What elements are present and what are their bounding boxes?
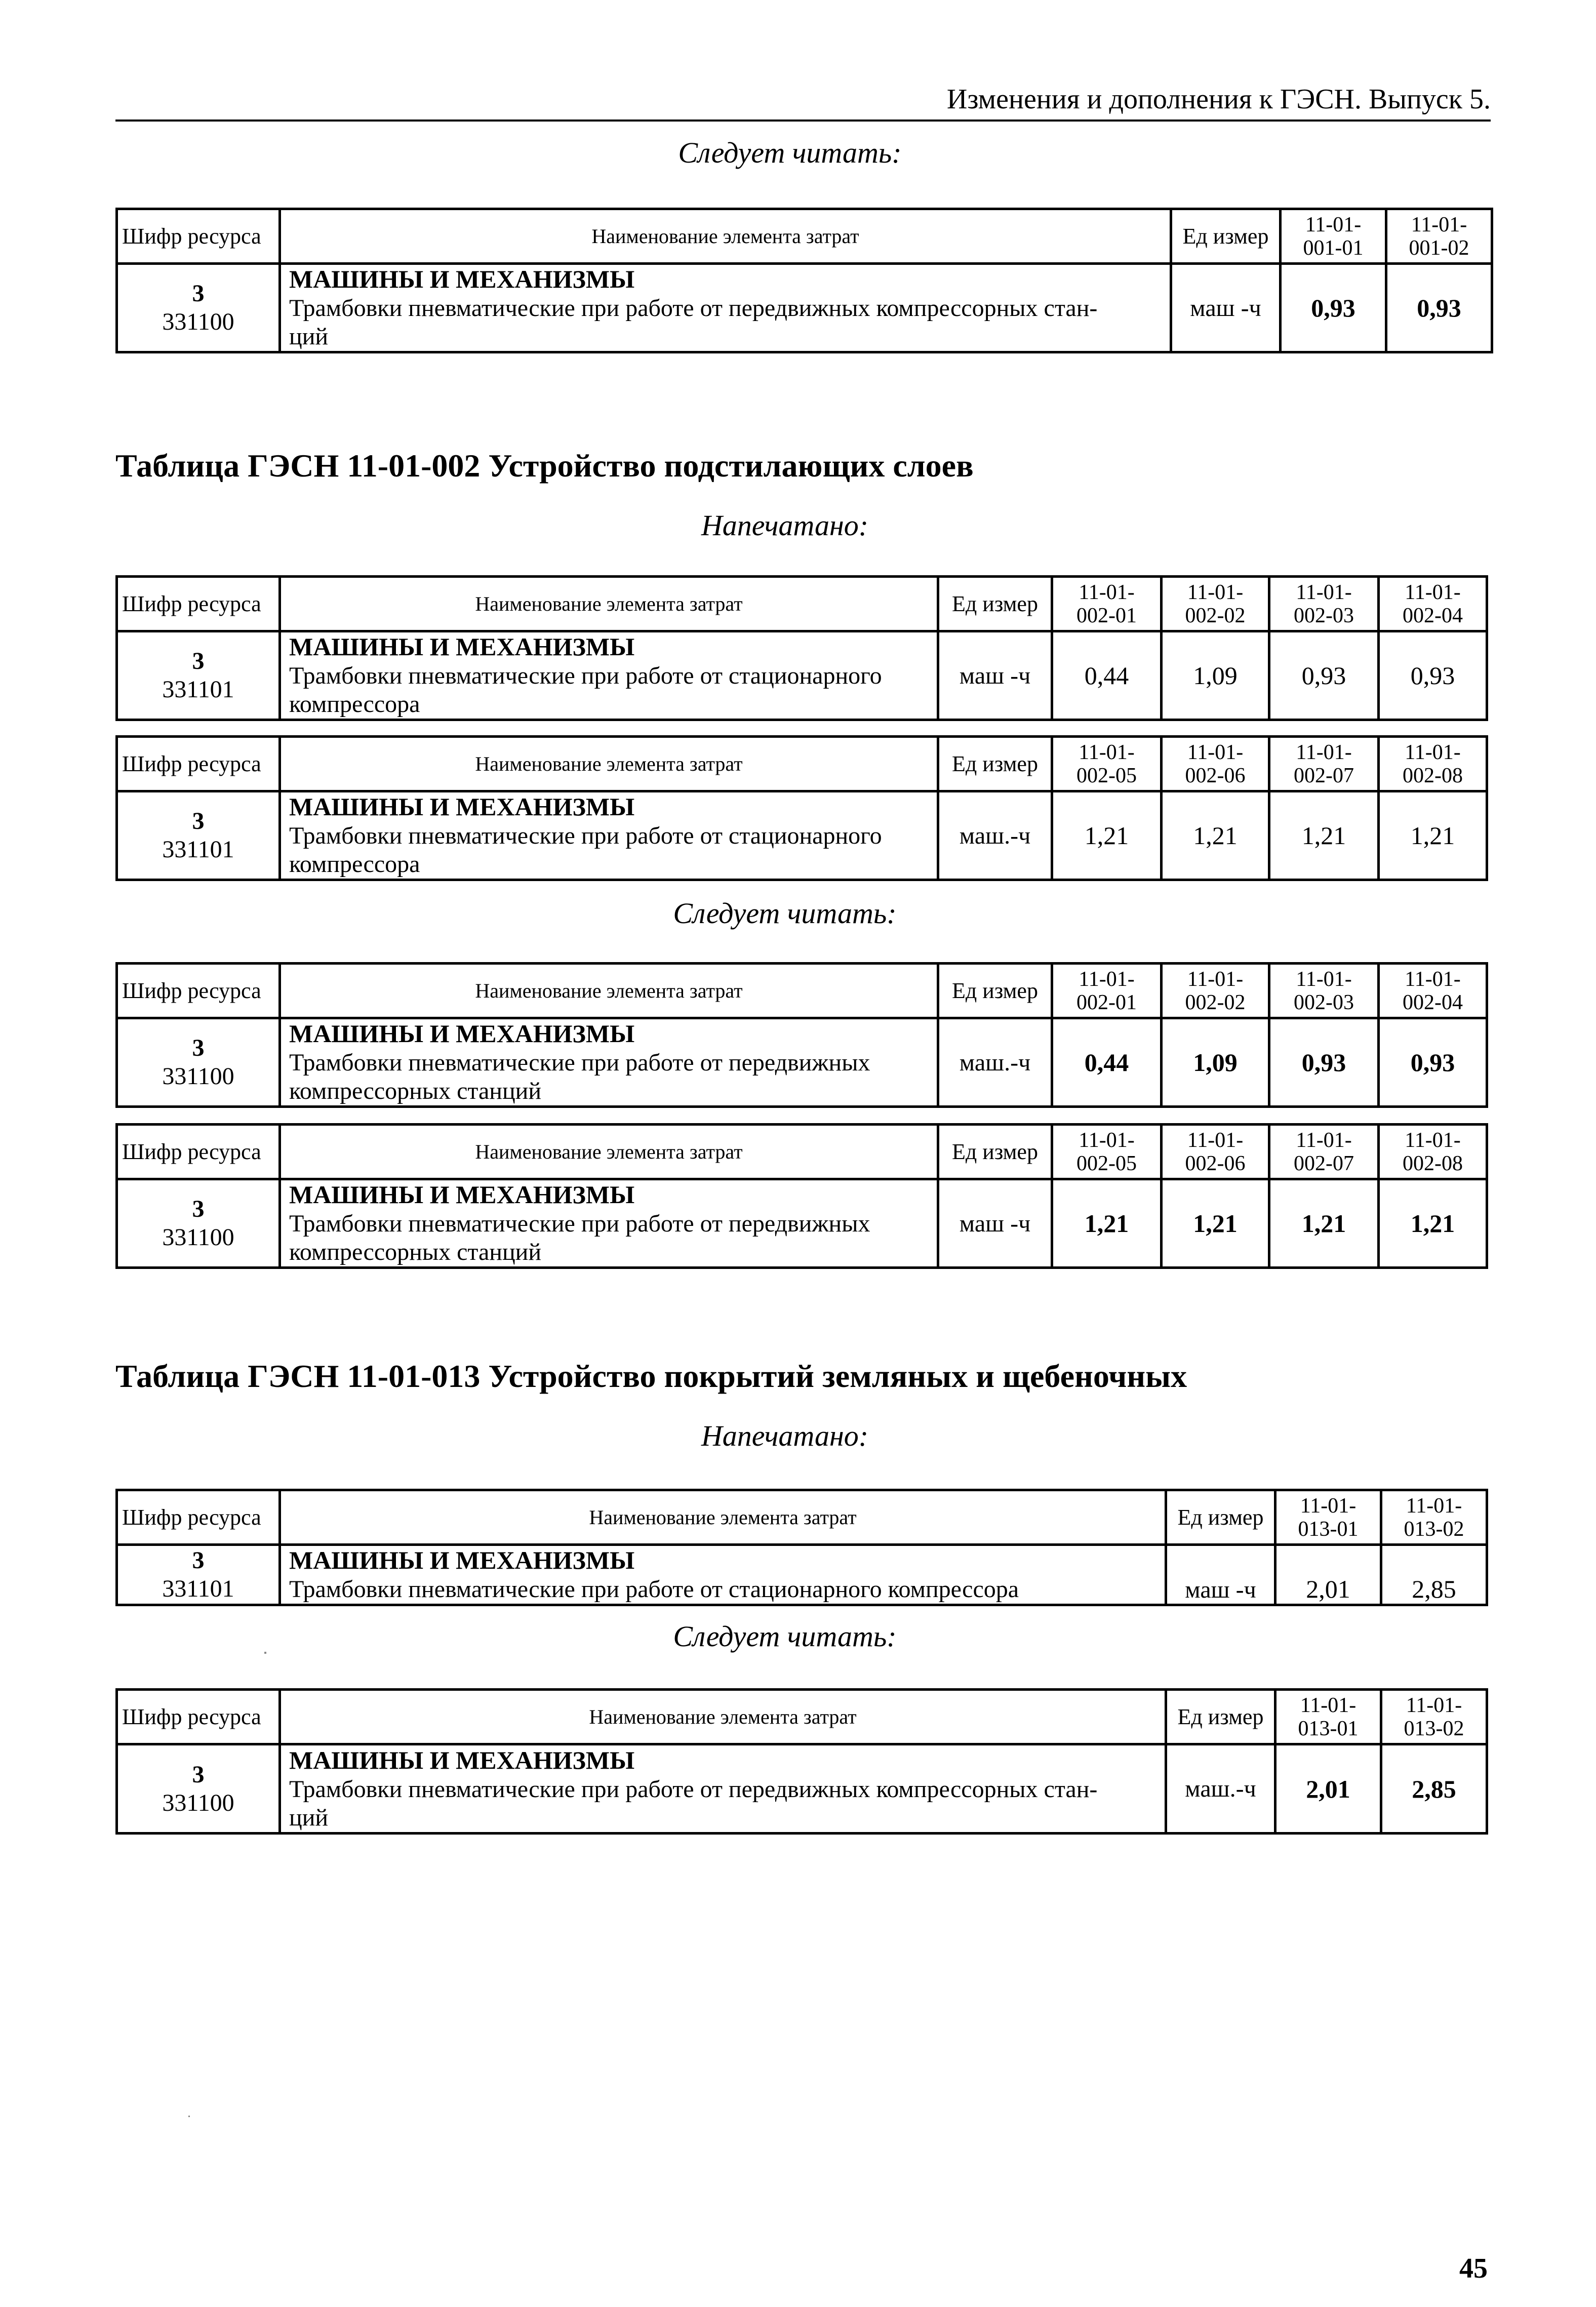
col-header-code: Шифр ресурса — [117, 1125, 280, 1179]
table-row — [117, 1545, 1487, 1605]
col-header-unit: Ед измер — [938, 964, 1052, 1018]
table-row — [117, 264, 1492, 352]
resource-code: 3 331101 — [117, 631, 280, 720]
col-header-norm: 11-01- 002-07 — [1269, 1125, 1379, 1179]
table-11-01-001-corrected — [115, 208, 1493, 353]
col-header-norm: 11-01- 013-01 — [1275, 1690, 1381, 1744]
col-header-code: Шифр ресурса — [117, 1490, 280, 1545]
norm-value: 1,09 — [1162, 631, 1269, 720]
col-header-unit: Ед измер — [1166, 1690, 1275, 1744]
unit-value: маш -ч — [1166, 1545, 1275, 1605]
table-row — [117, 1744, 1487, 1834]
resource-name: МАШИНЫ И МЕХАНИЗМЫ Трамбовки пневматические при работе от передвижных компрессорных станций — [280, 1179, 938, 1268]
col-header-norm: 11-01- 002-03 — [1269, 964, 1379, 1018]
col-header-name: Наименование элемента затрат — [280, 1690, 1166, 1744]
col-header-unit: Ед измер — [938, 577, 1052, 631]
col-header-unit: Ед измер — [1171, 209, 1281, 264]
table-11-01-002-corrected-b — [115, 1123, 1488, 1269]
note-printed: Напечатано: — [701, 509, 869, 542]
col-header-norm: 11-01- 002-04 — [1379, 964, 1487, 1018]
col-header-code: Шифр ресурса — [117, 209, 280, 264]
col-header-name: Наименование элемента затрат — [280, 1490, 1166, 1545]
norm-value: 1,21 — [1162, 1179, 1269, 1268]
col-header-norm: 11-01- 001-01 — [1281, 209, 1386, 264]
table-11-01-002-printed-a — [115, 575, 1488, 721]
table-11-01-002-printed-b — [115, 735, 1488, 881]
unit-value: маш.-ч — [1166, 1744, 1275, 1834]
norm-value: 0,93 — [1269, 1018, 1379, 1107]
resource-code: 3 331100 — [117, 264, 280, 352]
unit-value: маш -ч — [938, 631, 1052, 720]
col-header-unit: Ед измер — [1166, 1490, 1275, 1545]
norm-value: 0,93 — [1379, 1018, 1487, 1107]
resource-code: 3 331100 — [117, 1744, 280, 1834]
table-11-01-013-corrected — [115, 1688, 1488, 1835]
norm-value: 1,21 — [1052, 791, 1162, 880]
table-row — [117, 791, 1487, 880]
norm-value: 1,21 — [1162, 791, 1269, 880]
resource-code: 3 331100 — [117, 1179, 280, 1268]
col-header-norm: 11-01- 002-02 — [1162, 964, 1269, 1018]
resource-name: МАШИНЫ И МЕХАНИЗМЫ Трамбовки пневматические при работе от стационарного компрессора — [280, 1545, 1166, 1605]
col-header-name: Наименование элемента затрат — [280, 737, 938, 791]
col-header-code: Шифр ресурса — [117, 1690, 280, 1744]
norm-value: 1,21 — [1052, 1179, 1162, 1268]
col-header-norm: 11-01- 002-04 — [1379, 577, 1487, 631]
unit-value: маш.-ч — [938, 1018, 1052, 1107]
norm-value: 0,93 — [1386, 264, 1492, 352]
table-11-01-013-printed — [115, 1489, 1488, 1606]
note-printed: Напечатано: — [701, 1419, 869, 1452]
col-header-code: Шифр ресурса — [117, 737, 280, 791]
col-header-norm: 11-01- 002-01 — [1052, 964, 1162, 1018]
norm-value: 2,85 — [1381, 1744, 1487, 1834]
resource-name: МАШИНЫ И МЕХАНИЗМЫ Трамбовки пневматические при работе от стационарного компрессора — [280, 631, 938, 720]
section-title-11-01-013: Таблица ГЭСН 11-01-013 Устройство покрытий земляных и щебеночных — [115, 1358, 1187, 1394]
note-read-as: Следует читать: — [673, 897, 897, 930]
resource-name: МАШИНЫ И МЕХАНИЗМЫ Трамбовки пневматические при работе от стационарного компрессора — [280, 791, 938, 880]
resource-name: МАШИНЫ И МЕХАНИЗМЫ Трамбовки пневматические при работе от передвижных компрессорных стан- ций — [280, 264, 1171, 352]
col-header-code: Шифр ресурса — [117, 964, 280, 1018]
col-header-norm: 11-01- 002-01 — [1052, 577, 1162, 631]
col-header-norm: 11-01- 013-02 — [1381, 1490, 1487, 1545]
col-header-norm: 11-01- 002-02 — [1162, 577, 1269, 631]
col-header-norm: 11-01- 002-08 — [1379, 1125, 1487, 1179]
note-read-as: Следует читать: — [673, 1620, 897, 1653]
section-title-11-01-002: Таблица ГЭСН 11-01-002 Устройство подстилающих слоев — [115, 448, 974, 484]
norm-value: 2,01 — [1275, 1545, 1381, 1605]
running-header: Изменения и дополнения к ГЭСН. Выпуск 5. — [115, 80, 1491, 122]
col-header-norm: 11-01- 013-01 — [1275, 1490, 1381, 1545]
col-header-norm: 11-01- 002-05 — [1052, 1125, 1162, 1179]
note-read-as: Следует читать: — [678, 136, 902, 169]
unit-value: маш -ч — [938, 1179, 1052, 1268]
norm-value: 0,44 — [1052, 1018, 1162, 1107]
resource-code: 3 331101 — [117, 1545, 280, 1605]
resource-code: 3 331100 — [117, 1018, 280, 1107]
resource-name: МАШИНЫ И МЕХАНИЗМЫ Трамбовки пневматические при работе от передвижных компрессорных станций — [280, 1018, 938, 1107]
norm-value: 1,21 — [1269, 1179, 1379, 1268]
col-header-norm: 11-01- 013-02 — [1381, 1690, 1487, 1744]
col-header-code: Шифр ресурса — [117, 577, 280, 631]
scan-speck — [188, 2116, 190, 2117]
col-header-norm: 11-01- 002-07 — [1269, 737, 1379, 791]
norm-value: 0,44 — [1052, 631, 1162, 720]
resource-name: МАШИНЫ И МЕХАНИЗМЫ Трамбовки пневматические при работе от передвижных компрессорных стан- ций — [280, 1744, 1166, 1834]
norm-value: 2,85 — [1381, 1545, 1487, 1605]
col-header-norm: 11-01- 002-05 — [1052, 737, 1162, 791]
col-header-name: Наименование элемента затрат — [280, 209, 1171, 264]
unit-value: маш -ч — [1171, 264, 1281, 352]
norm-value: 1,21 — [1269, 791, 1379, 880]
col-header-norm: 11-01- 001-02 — [1386, 209, 1492, 264]
col-header-name: Наименование элемента затрат — [280, 964, 938, 1018]
norm-value: 2,01 — [1275, 1744, 1381, 1834]
col-header-norm: 11-01- 002-08 — [1379, 737, 1487, 791]
col-header-norm: 11-01- 002-06 — [1162, 1125, 1269, 1179]
col-header-norm: 11-01- 002-03 — [1269, 577, 1379, 631]
unit-value: маш.-ч — [938, 791, 1052, 880]
norm-value: 1,21 — [1379, 1179, 1487, 1268]
norm-value: 0,93 — [1269, 631, 1379, 720]
col-header-unit: Ед измер — [938, 1125, 1052, 1179]
norm-value: 1,09 — [1162, 1018, 1269, 1107]
norm-value: 0,93 — [1379, 631, 1487, 720]
table-row — [117, 1018, 1487, 1107]
table-row — [117, 631, 1487, 720]
table-11-01-002-corrected-a — [115, 962, 1488, 1108]
col-header-unit: Ед измер — [938, 737, 1052, 791]
scan-speck — [264, 1652, 266, 1654]
col-header-name: Наименование элемента затрат — [280, 1125, 938, 1179]
norm-value: 1,21 — [1379, 791, 1487, 880]
table-row — [117, 1179, 1487, 1268]
col-header-name: Наименование элемента затрат — [280, 577, 938, 631]
norm-value: 0,93 — [1281, 264, 1386, 352]
col-header-norm: 11-01- 002-06 — [1162, 737, 1269, 791]
resource-code: 3 331101 — [117, 791, 280, 880]
page-number: 45 — [1459, 2253, 1488, 2284]
